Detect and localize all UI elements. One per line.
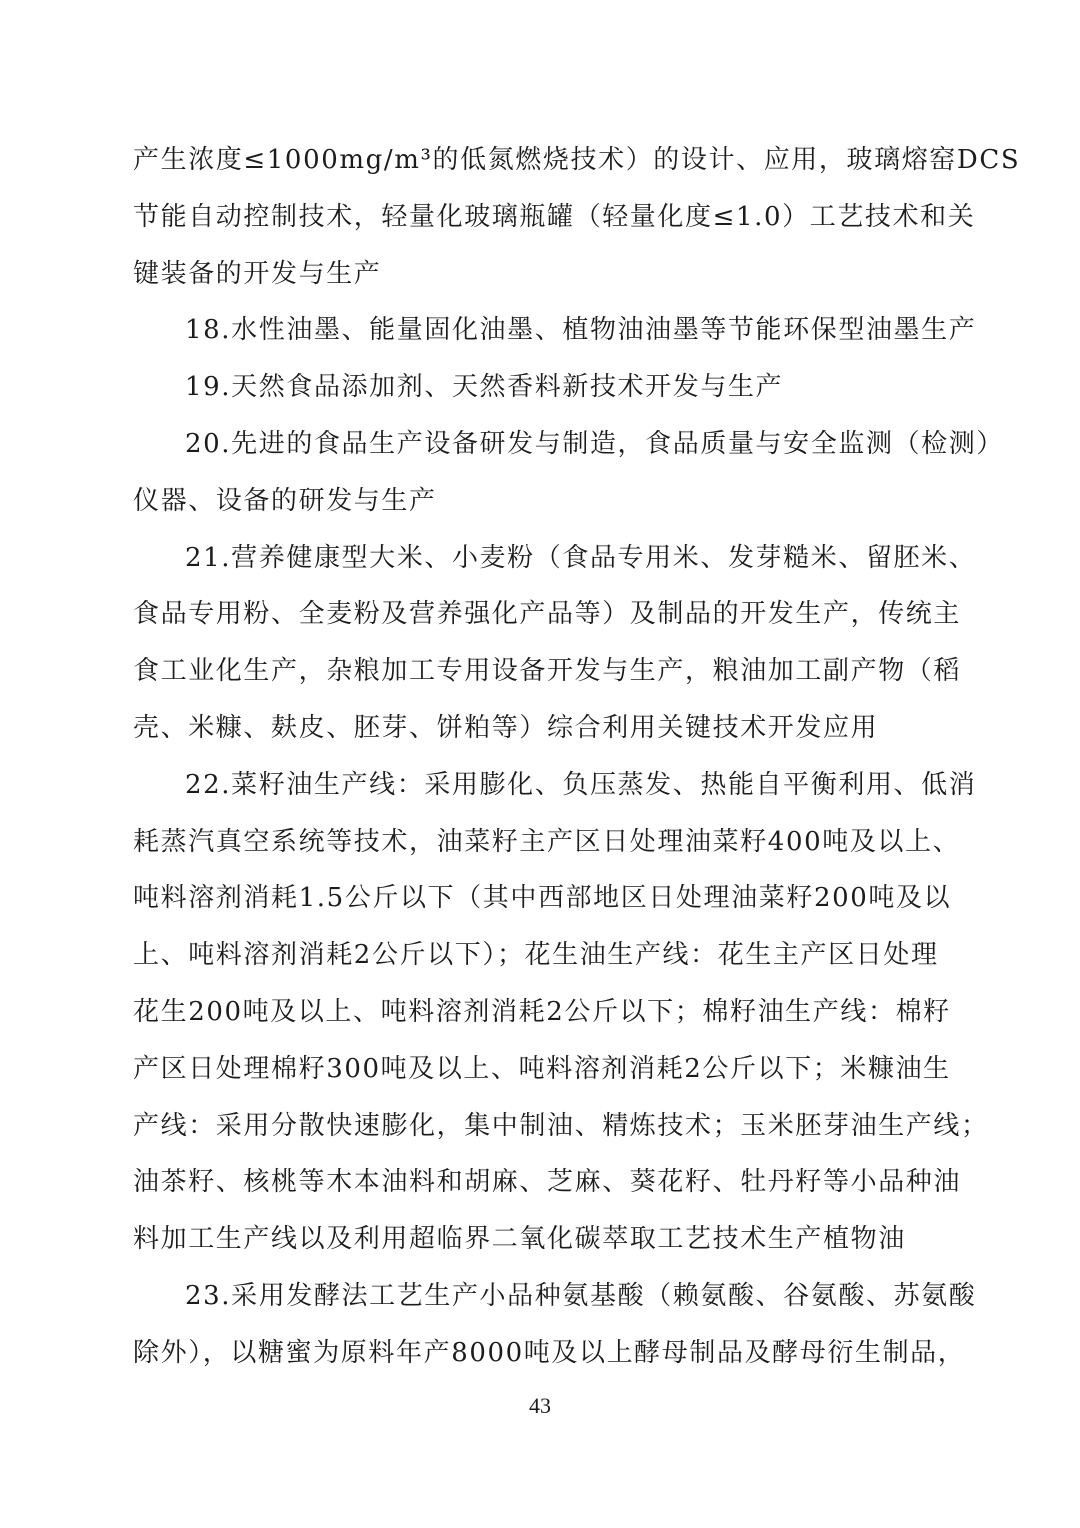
page-number: 43 — [529, 1393, 551, 1418]
list-item-22: 22.菜籽油生产线：采用膨化、负压蒸发、热能自平衡利用、低消 — [185, 769, 977, 800]
text-line: 键装备的开发与生产 — [133, 258, 382, 289]
text-line: 油茶籽、核桃等木本油料和胡麻、芝麻、葵花籽、牡丹籽等小品种油 — [133, 1167, 962, 1198]
text-line: 除外），以糖蜜为原料年产8000吨及以上酵母制品及酵母衍生制品， — [133, 1337, 966, 1368]
text-line: 耗蒸汽真空系统等技术，油菜籽主产区日处理油菜籽400吨及以上、 — [133, 826, 961, 857]
text-line: 食品专用粉、全麦粉及营养强化产品等）及制品的开发生产，传统主 — [133, 599, 962, 630]
list-item-19: 19.天然食品添加剂、天然香料新技术开发与生产 — [185, 372, 784, 403]
text-line: 料加工生产线以及利用超临界二氧化碳萃取工艺技术生产植物油 — [133, 1224, 906, 1255]
text-line: 上、吨料溶剂消耗2公斤以下）；花生油生产线：花生主产区日处理 — [133, 940, 939, 971]
text-line: 花生200吨及以上、吨料溶剂消耗2公斤以下；棉籽油生产线：棉籽 — [133, 996, 951, 1027]
text-line: 食工业化生产，杂粮加工专用设备开发与生产，粮油加工副产物（稻 — [133, 656, 962, 687]
text-line: 壳、米糠、麸皮、胚芽、饼粕等）综合利用关键技术开发应用 — [133, 712, 879, 743]
list-item-18: 18.水性油墨、能量固化油墨、植物油油墨等节能环保型油墨生产 — [185, 315, 977, 346]
list-item-21: 21.营养健康型大米、小麦粉（食品专用米、发芽糙米、留胚米、 — [185, 542, 977, 573]
text-line: 产生浓度≤1000mg/m³的低氮燃烧技术）的设计、应用，玻璃熔窑DCS — [133, 145, 1021, 175]
list-item-20: 20.先进的食品生产设备研发与制造，食品质量与安全监测（检测） — [185, 428, 1004, 459]
text-line: 节能自动控制技术，轻量化玻璃瓶罐（轻量化度≤1.0）工艺技术和关 — [133, 201, 976, 232]
text-line: 产区日处理棉籽300吨及以上、吨料溶剂消耗2公斤以下；米糠油生 — [133, 1053, 951, 1084]
text-line: 仪器、设备的研发与生产 — [133, 485, 437, 516]
list-item-23: 23.采用发酵法工艺生产小品种氨基酸（赖氨酸、谷氨酸、苏氨酸 — [185, 1280, 977, 1311]
text-line: 产线：采用分散快速膨化，集中制油、精炼技术；玉米胚芽油生产线； — [133, 1110, 989, 1141]
text-line: 吨料溶剂消耗1.5公斤以下（其中西部地区日处理油菜籽200吨及以 — [133, 883, 952, 914]
body-text — [133, 132, 1021, 1382]
